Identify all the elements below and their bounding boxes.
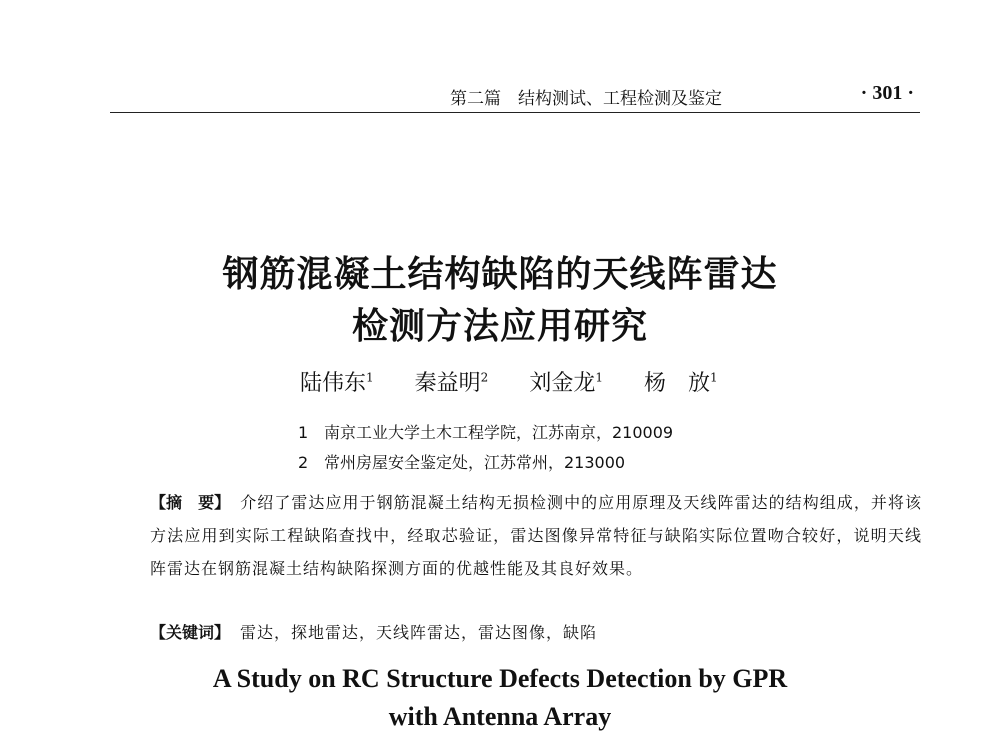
author-2: [415, 371, 489, 396]
title-en-line2: with Antenna Array: [388, 702, 612, 731]
affiliation-1: [298, 420, 673, 443]
title-cn-line1: 钢筋混凝土结构缺陷的天线阵雷达: [222, 253, 778, 295]
keywords-label: 【关键词】: [150, 623, 231, 642]
affiliation-number: 1: [298, 423, 309, 442]
author-affil-mark: 1: [709, 370, 718, 385]
affiliation-number: 2: [298, 453, 309, 472]
abstract-text: 介绍了雷达应用于钢筋混凝土结构无损检测中的应用原理及天线阵雷达的结构组成，并将该方法应用到实际工程缺陷查找中，经取芯验证，雷达图像异常特征与缺陷实际位置吻合较好，说明天线阵雷达在钢筋混凝土结构缺陷探测方面的优越性能及其良好效果。: [150, 493, 922, 578]
author-affil-mark: 1: [595, 370, 603, 385]
author-3: [529, 371, 603, 396]
title-en-line1: A Study on RC Structure Defects Detection by GPR: [212, 664, 788, 693]
abstract: [150, 486, 922, 585]
keywords: [150, 620, 922, 643]
author-list: [300, 366, 752, 397]
page-number: · 301 ·: [860, 82, 914, 104]
author-affil-mark: 1: [366, 370, 374, 385]
abstract-label: 【摘 要】: [150, 493, 231, 512]
author-name: 陆伟东: [300, 371, 367, 396]
affiliation-text: 常州房屋安全鉴定处，江苏常州，213000: [324, 453, 626, 472]
keywords-text: 雷达，探地雷达，天线阵雷达，雷达图像，缺陷: [240, 623, 598, 642]
title-cn-line2: 检测方法应用研究: [351, 305, 648, 347]
author-name: 刘金龙: [529, 371, 596, 396]
author-name: 秦益明: [414, 371, 481, 396]
author-1: [300, 371, 374, 396]
author-name: 杨 放: [643, 371, 710, 396]
affiliation-2: [298, 450, 625, 473]
author-affil-mark: 2: [480, 370, 489, 385]
running-header: [110, 82, 920, 113]
running-title: 第二篇 结构测试、工程检测及鉴定: [450, 89, 722, 109]
author-4: [644, 371, 718, 396]
affiliation-text: 南京工业大学土木工程学院，江苏南京，210009: [324, 423, 674, 442]
